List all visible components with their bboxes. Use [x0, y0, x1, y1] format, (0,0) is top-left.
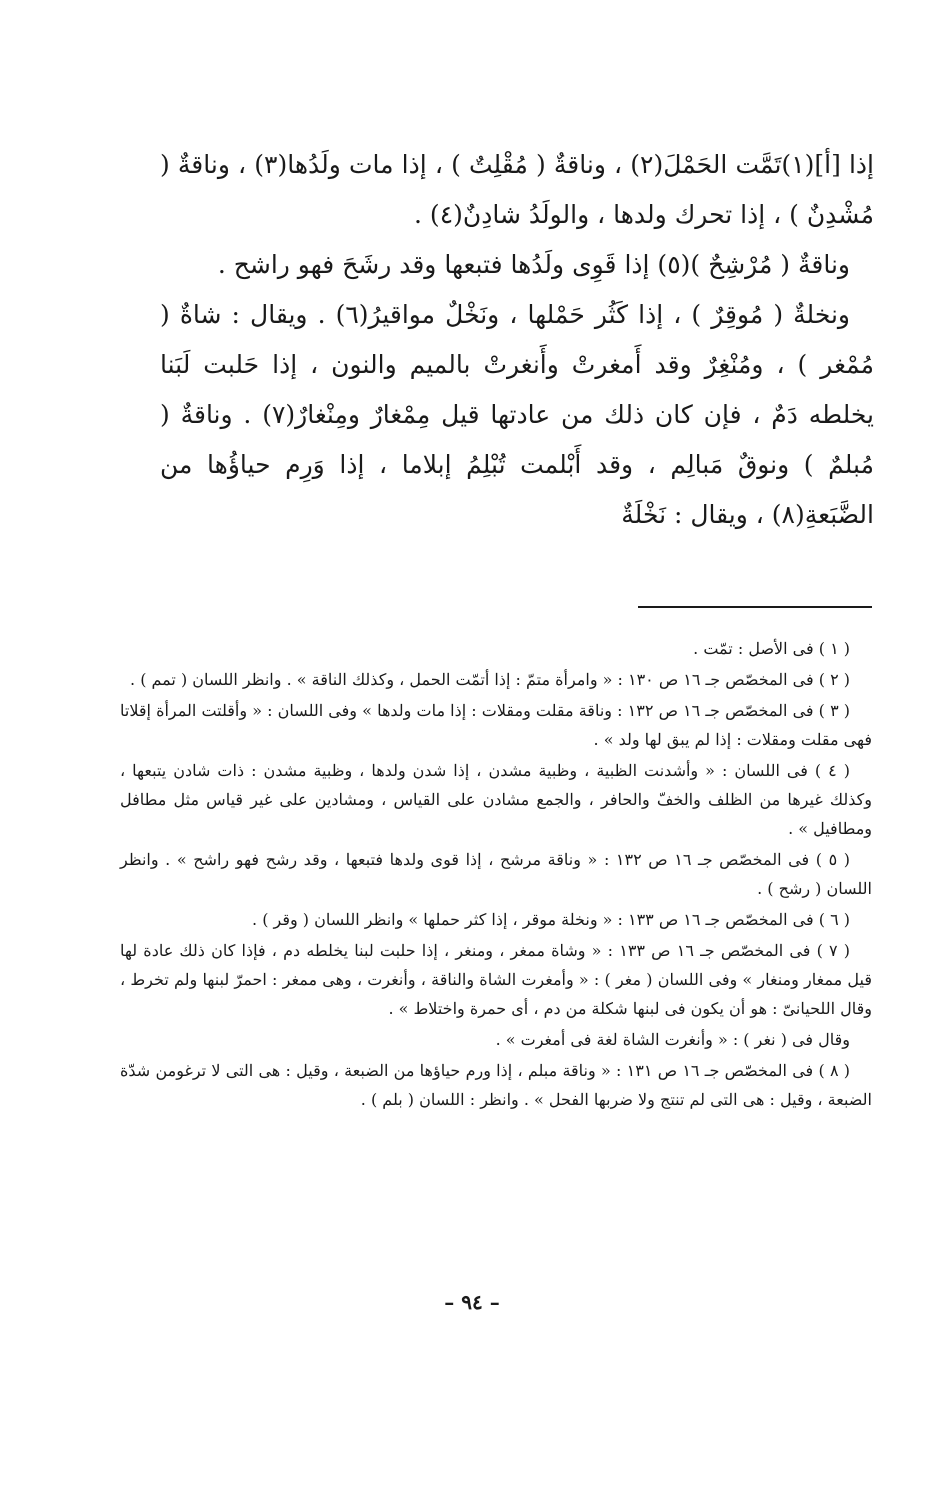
- footnote-7: ( ٧ ) فى المخصّص جـ ١٦ ص ١٣٣ : « وشاة ممغر ، ومنغر ، إذا حلبت لبنا يخلطه دم ، فإذا كان ذلك عادة لها قيل ممغار ومنغار » وفى اللسان ( مغر ) : « وأمغرت الشاة والناقة ، وأنغرت ، وهى ممغر : احمرّ لبنها ولم تخرط ، وقال اللحيانىّ : هو أن يكون فى لبنها شكلة من دم ، أى حمرة واختلاط » .: [120, 941, 872, 1018]
- footnote-3: ( ٣ ) فى المخصّص جـ ١٦ ص ١٣٢ : وناقة مقلت ومقلات : إذا مات ولدها » وفى اللسان : « وأقلتت المرأة إقلاتا فهى مقلت ومقلات : إذا لم يبق لها ولد » .: [120, 701, 872, 749]
- footnote-8: ( ٨ ) فى المخصّص جـ ١٦ ص ١٣١ : « وناقة مبلم ، إذا ورم حياؤها من الضبعة ، وقيل : هى التى لا ترغومن شدّة الضبعة ، وقيل : هى التى لم تنتج ولا ضربها الفحل » . وانظر : اللسان ( بلم ) .: [120, 1061, 872, 1109]
- footnote-2: ( ٢ ) فى المخصّص جـ ١٦ ص ١٣٠ : « وامرأة متمّ : إذا أتمّت الحمل ، وكذلك الناقة » . وانظر اللسان ( تمم ) .: [130, 670, 850, 689]
- footnote-7-continuation: وقال فى ( نغر ) : « وأنغرت الشاة لغة فى أمغرت » .: [495, 1030, 850, 1049]
- main-paragraph-3: ونخلةٌ ( مُوقِرٌ ) ، إذا كَثُر حَمْلها ، ونَخْلٌ مواقيرُ(٦) . ويقال : شاةٌ ( مُمْغر ) ، ومُنْغِرٌ وقد أَمغرتْ وأَنغرتْ بالميم والنون ، إذا حَلبت لَبَنا يخلطه دَمٌ ، فإن كان ذلك من عادتها قيل مِمْغارٌ ومِنْغارٌ(٧) . وناقةٌ ( مُبلمٌ ) ونوقٌ مَبالِم ، وقد أَبْلمت تُبْلِمُ إبلاما ، إذا وَرِم حياؤُها من الضَّبَعةِ(٨) ، ويقال : نَخْلَةٌ: [160, 300, 875, 529]
- footnote-divider: [638, 606, 872, 608]
- footnote-5: ( ٥ ) فى المخصّص جـ ١٦ ص ١٣٢ : « وناقة مرشح ، إذا قوى ولدها فتبعها ، وقد رشح فهو راشح » . وانظر اللسان ( رشح ) .: [120, 850, 872, 898]
- page-number: – ٩٤ –: [444, 1290, 500, 1314]
- footnotes-section: [120, 634, 872, 1116]
- footnote-4: ( ٤ ) فى اللسان : « وأشدنت الظبية ، وظبية مشدن ، إذا شدن ولدها ، وظبية مشدن : ذات شادن يتبعها ، وكذلك غيرها من الظلف والخفّ والحافر ، والجمع مشادن على القياس ، ومشادين على غير قياس مثل مطافل ومطافيل » .: [120, 761, 872, 838]
- main-text-body: [160, 140, 874, 540]
- footnote-1: ( ١ ) فى الأصل : تمّت .: [693, 639, 850, 658]
- footnote-6: ( ٦ ) فى المخصّص جـ ١٦ ص ١٣٣ : « ونخلة موقر ، إذا كثر حملها » وانظر اللسان ( وقر ) .: [252, 910, 850, 929]
- main-paragraph-2: وناقةٌ ( مُرْشِحٌ )(٥) إذا قَوِى ولَدُها فتبعها وقد رشَحَ فهو راشح .: [217, 250, 850, 279]
- main-paragraph-1: إذا [أ](١)تَمَّت الحَمْلَ(٢) ، وناقةٌ ( مُقْلِتٌ ) ، إذا مات ولَدُها(٣) ، وناقةٌ ( مُشْدِنٌ ) ، إذا تحرك ولدها ، والولَدُ شادِنٌ(٤) .: [160, 150, 875, 229]
